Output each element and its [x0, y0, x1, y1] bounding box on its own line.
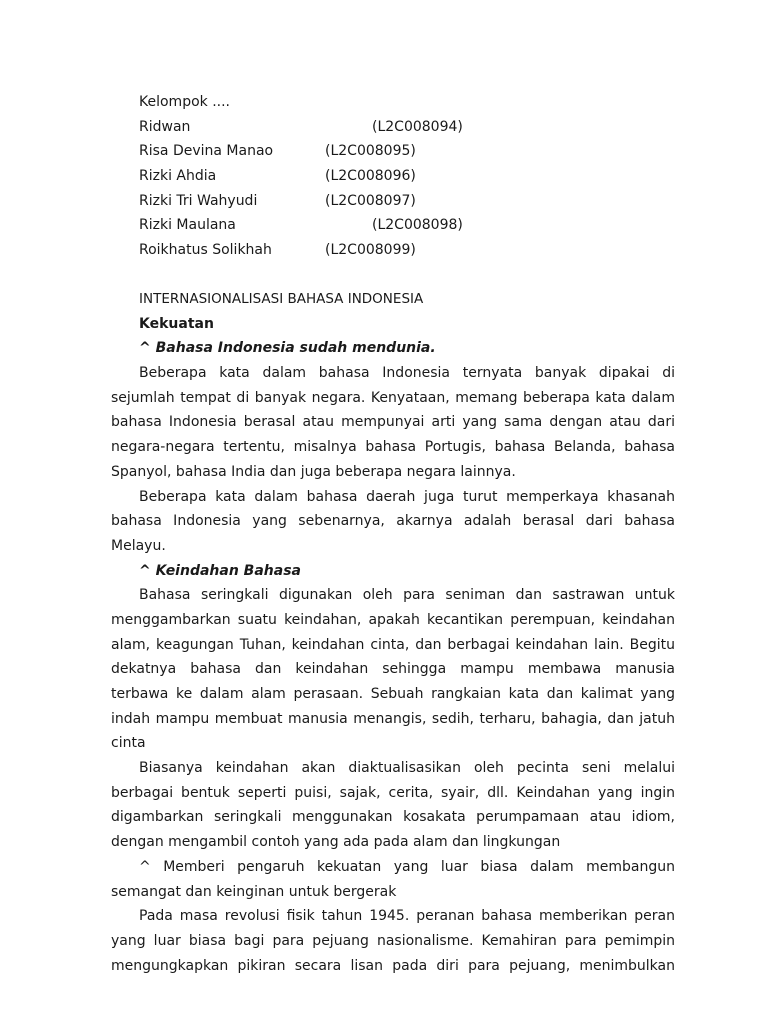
member-code: (L2C008099)	[325, 242, 416, 259]
paragraph-6: Pada masa revolusi fisik tahun 1945. peranan bahasa memberikan peran yang luar biasa bagi para pejuang nasionalisme. Kemahiran para pemimpin mengungkapkan pikiran secara lisan pada diri para pejuang, menimbulkan	[111, 908, 675, 974]
member-name: Risa Devina Manao	[139, 143, 274, 160]
group-member-list	[139, 90, 539, 263]
section-heading: Kekuatan	[139, 315, 214, 332]
member-code: (L2C008094)	[372, 118, 463, 135]
document-title: INTERNASIONALISASI BAHASA INDONESIA	[139, 291, 424, 307]
member-row	[139, 213, 539, 238]
paragraph-5: ^ Memberi pengaruh kekuatan yang luar biasa dalam membangun semangat dan keinginan untuk bergerak	[111, 858, 675, 900]
member-row	[139, 115, 539, 140]
member-row	[139, 164, 539, 189]
paragraph-2: Beberapa kata dalam bahasa daerah juga turut memperkaya khasanah bahasa Indonesia yang sebenarnya, akarnya adalah berasal dari bahasa Melayu.	[111, 488, 675, 554]
member-name: Rizki Ahdia	[139, 168, 217, 185]
document-body	[111, 287, 675, 978]
member-row	[139, 139, 539, 164]
member-row	[139, 238, 539, 263]
member-name: Rizki Maulana	[139, 217, 236, 234]
member-row	[139, 189, 539, 214]
paragraph-3: Bahasa seringkali digunakan oleh para seniman dan sastrawan untuk menggambarkan suatu keindahan, apakah kecantikan perempuan, keindahan alam, keagungan Tuhan, keindahan cinta, dan berbagai keindahan lain. Begitu dekatnya bahasa dan keindahan sehingga mampu membawa manusia terbawa ke dalam alam perasaan. Sebuah rangkaian kata dan kalimat yang indah mampu membuat manusia menangis, sedih, terharu, bahagia, dan jatuh cinta	[111, 587, 675, 752]
member-code: (L2C008095)	[325, 143, 416, 160]
member-code: (L2C008098)	[372, 217, 463, 234]
point-heading: ^ Bahasa Indonesia sudah mendunia.	[139, 340, 436, 357]
member-code: (L2C008096)	[325, 168, 416, 185]
paragraph-1: Beberapa kata dalam bahasa Indonesia ternyata banyak dipakai di sejumlah tempat di banyak negara. Kenyataan, memang beberapa kata dalam bahasa Indonesia berasal atau mempunyai arti yang sama dengan atau dari negara-negara tertentu, misalnya bahasa Portugis, bahasa Belanda, bahasa Spanyol, bahasa India dan juga beberapa negara lainnya.	[111, 365, 675, 480]
paragraph-4: Biasanya keindahan akan diaktualisasikan oleh pecinta seni melalui berbagai bentuk seperti puisi, sajak, cerita, syair, dll. Keindahan yang ingin digambarkan seringkali menggunakan kosakata perumpamaan atau idiom, dengan mengambil contoh yang ada pada alam dan lingkungan	[111, 760, 675, 851]
member-name: Ridwan	[139, 118, 191, 135]
member-name: Rizki Tri Wahyudi	[139, 192, 258, 209]
member-name: Roikhatus Solikhah	[139, 242, 272, 259]
point-heading: ^ Keindahan Bahasa	[139, 562, 301, 579]
group-heading: Kelompok ....	[139, 94, 230, 110]
member-code: (L2C008097)	[325, 192, 416, 209]
